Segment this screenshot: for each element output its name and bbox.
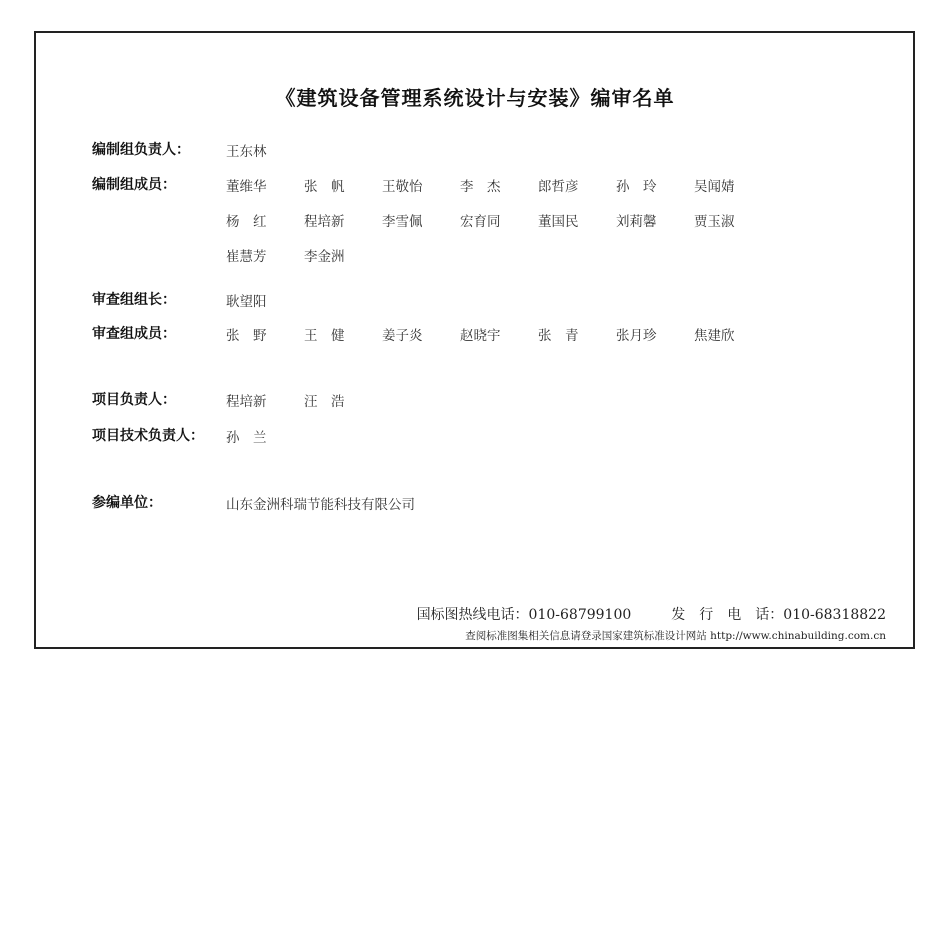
project-lead-name: 程培新 xyxy=(226,394,267,410)
participant-org: 山东金洲科瑞节能科技有限公司 xyxy=(226,497,415,513)
website-note: 查阅标准图集相关信息请登录国家建筑标准设计网站 http://www.chinabuilding.com.cn xyxy=(465,630,886,642)
tech-lead-name: 孙 兰 xyxy=(226,430,267,446)
compile-member: 刘莉馨 xyxy=(616,214,657,230)
footer-phones xyxy=(417,604,886,624)
compile-member: 李金洲 xyxy=(304,249,345,265)
project-lead-name: 汪 浩 xyxy=(304,394,345,410)
page-title: 《建筑设备管理系统设计与安装》编审名单 xyxy=(275,86,675,110)
review-member: 王 健 xyxy=(304,328,345,344)
compile-member: 张 帆 xyxy=(304,179,345,195)
participant-label: 参编单位： xyxy=(92,495,162,511)
compile-lead-label: 编制组负责人： xyxy=(92,142,190,158)
compile-member: 程培新 xyxy=(304,214,345,230)
compile-member: 崔慧芳 xyxy=(226,249,267,265)
review-member: 姜子炎 xyxy=(382,328,423,344)
compile-member: 孙 玲 xyxy=(616,179,657,195)
review-lead-label: 审查组组长： xyxy=(92,292,176,308)
project-lead-label: 项目负责人： xyxy=(92,392,176,408)
compile-member: 吴闻婧 xyxy=(694,179,735,195)
compile-members-label: 编制组成员： xyxy=(92,177,176,193)
compile-member: 董维华 xyxy=(226,179,267,195)
compile-member: 李 杰 xyxy=(460,179,501,195)
review-members-label: 审查组成员： xyxy=(92,326,176,342)
compile-member: 宏育同 xyxy=(460,214,501,230)
compile-member: 李雪佩 xyxy=(382,214,423,230)
review-lead-name: 耿望阳 xyxy=(226,294,267,310)
compile-member: 杨 红 xyxy=(226,214,267,230)
compile-member: 贾玉淑 xyxy=(694,214,735,230)
compile-member: 董国民 xyxy=(538,214,579,230)
review-member: 赵晓宇 xyxy=(460,328,501,344)
review-member: 张 青 xyxy=(538,328,579,344)
compile-member: 郎哲彦 xyxy=(538,179,579,195)
tech-lead-label: 项目技术负责人： xyxy=(92,428,204,444)
compile-member: 王敬怡 xyxy=(382,179,423,195)
review-member: 张 野 xyxy=(226,328,267,344)
review-member: 张月珍 xyxy=(616,328,657,344)
compile-lead-name: 王东林 xyxy=(226,144,267,160)
hotline-text: 国标图热线电话：010-68799100 xyxy=(416,607,632,623)
publisher-phone-text: 发 行 电 话：010-68318822 xyxy=(671,607,886,623)
review-member: 焦建欣 xyxy=(694,328,735,344)
